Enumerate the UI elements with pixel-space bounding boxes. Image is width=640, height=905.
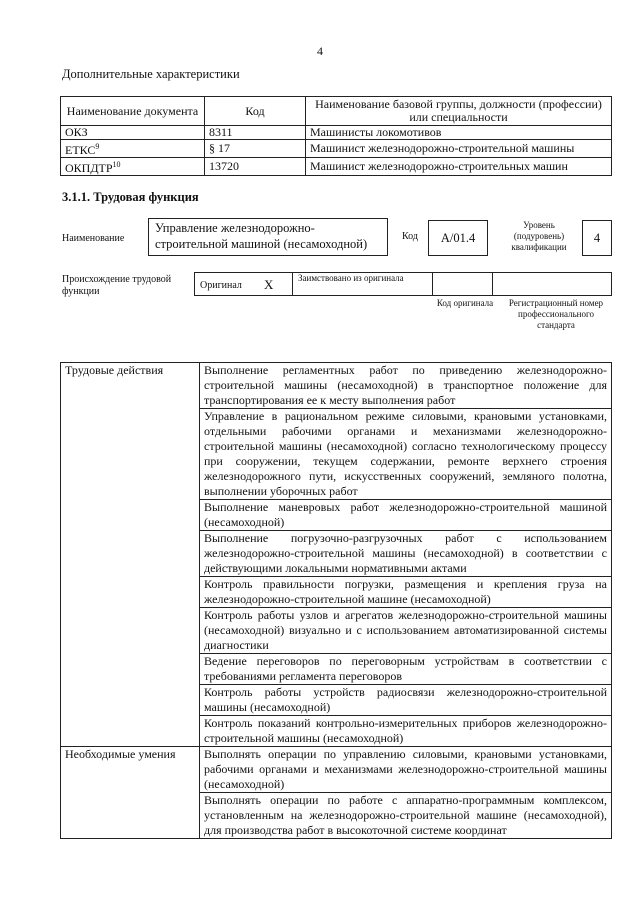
divider (292, 272, 293, 296)
row-doc-text: ЕТКС (65, 143, 96, 157)
original-label: Оригинал (200, 280, 242, 291)
action-item: Ведение переговоров по переговорным устройствам в соответствии с требованиями регламента переговоров (200, 654, 612, 685)
function-name-value: Управление железнодорожно-строительной машиной (несамоходной) (148, 218, 388, 256)
skills-label: Необходимые умения (61, 747, 200, 839)
actions-label: Трудовые действия (61, 363, 200, 747)
level-value: 4 (582, 220, 612, 256)
action-item: Контроль правильности погрузки, размещения и крепления груза на железнодорожно-строительной машине (несамоходной) (200, 577, 612, 608)
table-row (61, 140, 612, 158)
action-item: Управление в рациональном режиме силовыми, крановыми установками, отдельными рабочими органами и механизмами железнодорожно-строительной машины (несамоходной) согласно технологическому процессу при сооружении, текущем содержании, ремонте верхнего строения железнодорожного пути, искусственных сооружений, земляного полотна, выполнении уборочных работ (200, 409, 612, 500)
action-item: Контроль показаний контрольно-измерительных приборов железнодорожно-строительной машины (несамоходной) (200, 716, 612, 747)
row-doc (61, 158, 205, 176)
row-code: 8311 (205, 126, 306, 140)
divider (432, 272, 433, 296)
original-mark: X (264, 277, 274, 292)
details-table (60, 362, 612, 839)
table-row (61, 747, 612, 793)
action-item: Контроль работы узлов и агрегатов железнодорожно-строительной машины (несамоходной) визуально и с использованием автоматизированной системы диагностики (200, 608, 612, 654)
code-label: Код (402, 231, 418, 242)
header-name: Наименование базовой группы, должности (профессии) или специальности (306, 97, 612, 126)
action-item: Выполнение погрузочно-разгрузочных работ с использованием железнодорожно-строительной машины (несамоходной) в соответствии с действующими локальными нормативными актами (200, 531, 612, 577)
table-row (61, 158, 612, 176)
origin-label: Происхождение трудовой функции (62, 274, 172, 297)
reg-number-label: Регистрационный номер профессионального стандарта (508, 298, 604, 330)
section-title: 3.1.1. Трудовая функция (62, 190, 199, 204)
row-name: Машинист железнодорожно-строительных машин (306, 158, 612, 176)
level-label: Уровень (подуровень) квалификации (511, 220, 567, 252)
footnote-ref: 9 (95, 142, 100, 151)
header-document: Наименование документа (61, 97, 205, 126)
table-row (61, 363, 612, 409)
row-doc-text: ОКПДТР (65, 161, 113, 175)
row-name: Машинист железнодорожно-строительной машины (306, 140, 612, 158)
row-code: § 17 (205, 140, 306, 158)
additional-table-header (61, 97, 612, 126)
additional-table (60, 96, 612, 176)
borrowed-label: Заимствовано из оригинала (298, 273, 404, 283)
row-code: 13720 (205, 158, 306, 176)
page-number: 4 (317, 44, 323, 58)
action-item: Выполнение маневровых работ железнодорожно-строительной машиной (несамоходной) (200, 500, 612, 531)
name-label: Наименование (62, 233, 125, 244)
table-row (61, 126, 612, 140)
skill-item: Выполнять операции по управлению силовыми, крановыми установками, рабочими органами и механизмами железнодорожно-строительной машины (несамоходной) (200, 747, 612, 793)
row-name: Машинисты локомотивов (306, 126, 612, 140)
header-code: Код (205, 97, 306, 126)
skill-item: Выполнять операции по работе с аппаратно-программным комплексом, установленным на железнодорожно-строительной машине (несамоходной), для производства работ в высокоточной системе координат (200, 793, 612, 839)
action-item: Контроль работы устройств радиосвязи железнодорожно-строительной машины (несамоходной) (200, 685, 612, 716)
action-item: Выполнение регламентных работ по приведению железнодорожно-строительной машины (несамоходной) в транспортное положение для транспортирования ее к месту выполнения работ (200, 363, 612, 409)
function-code-value: A/01.4 (428, 220, 488, 256)
footnote-ref: 10 (112, 160, 121, 169)
row-doc (61, 140, 205, 158)
row-doc (61, 126, 205, 140)
original-code-label: Код оригинала (436, 298, 494, 308)
additional-heading: Дополнительные характеристики (62, 67, 240, 81)
divider (492, 272, 493, 296)
row-doc-text: ОКЗ (65, 125, 88, 139)
